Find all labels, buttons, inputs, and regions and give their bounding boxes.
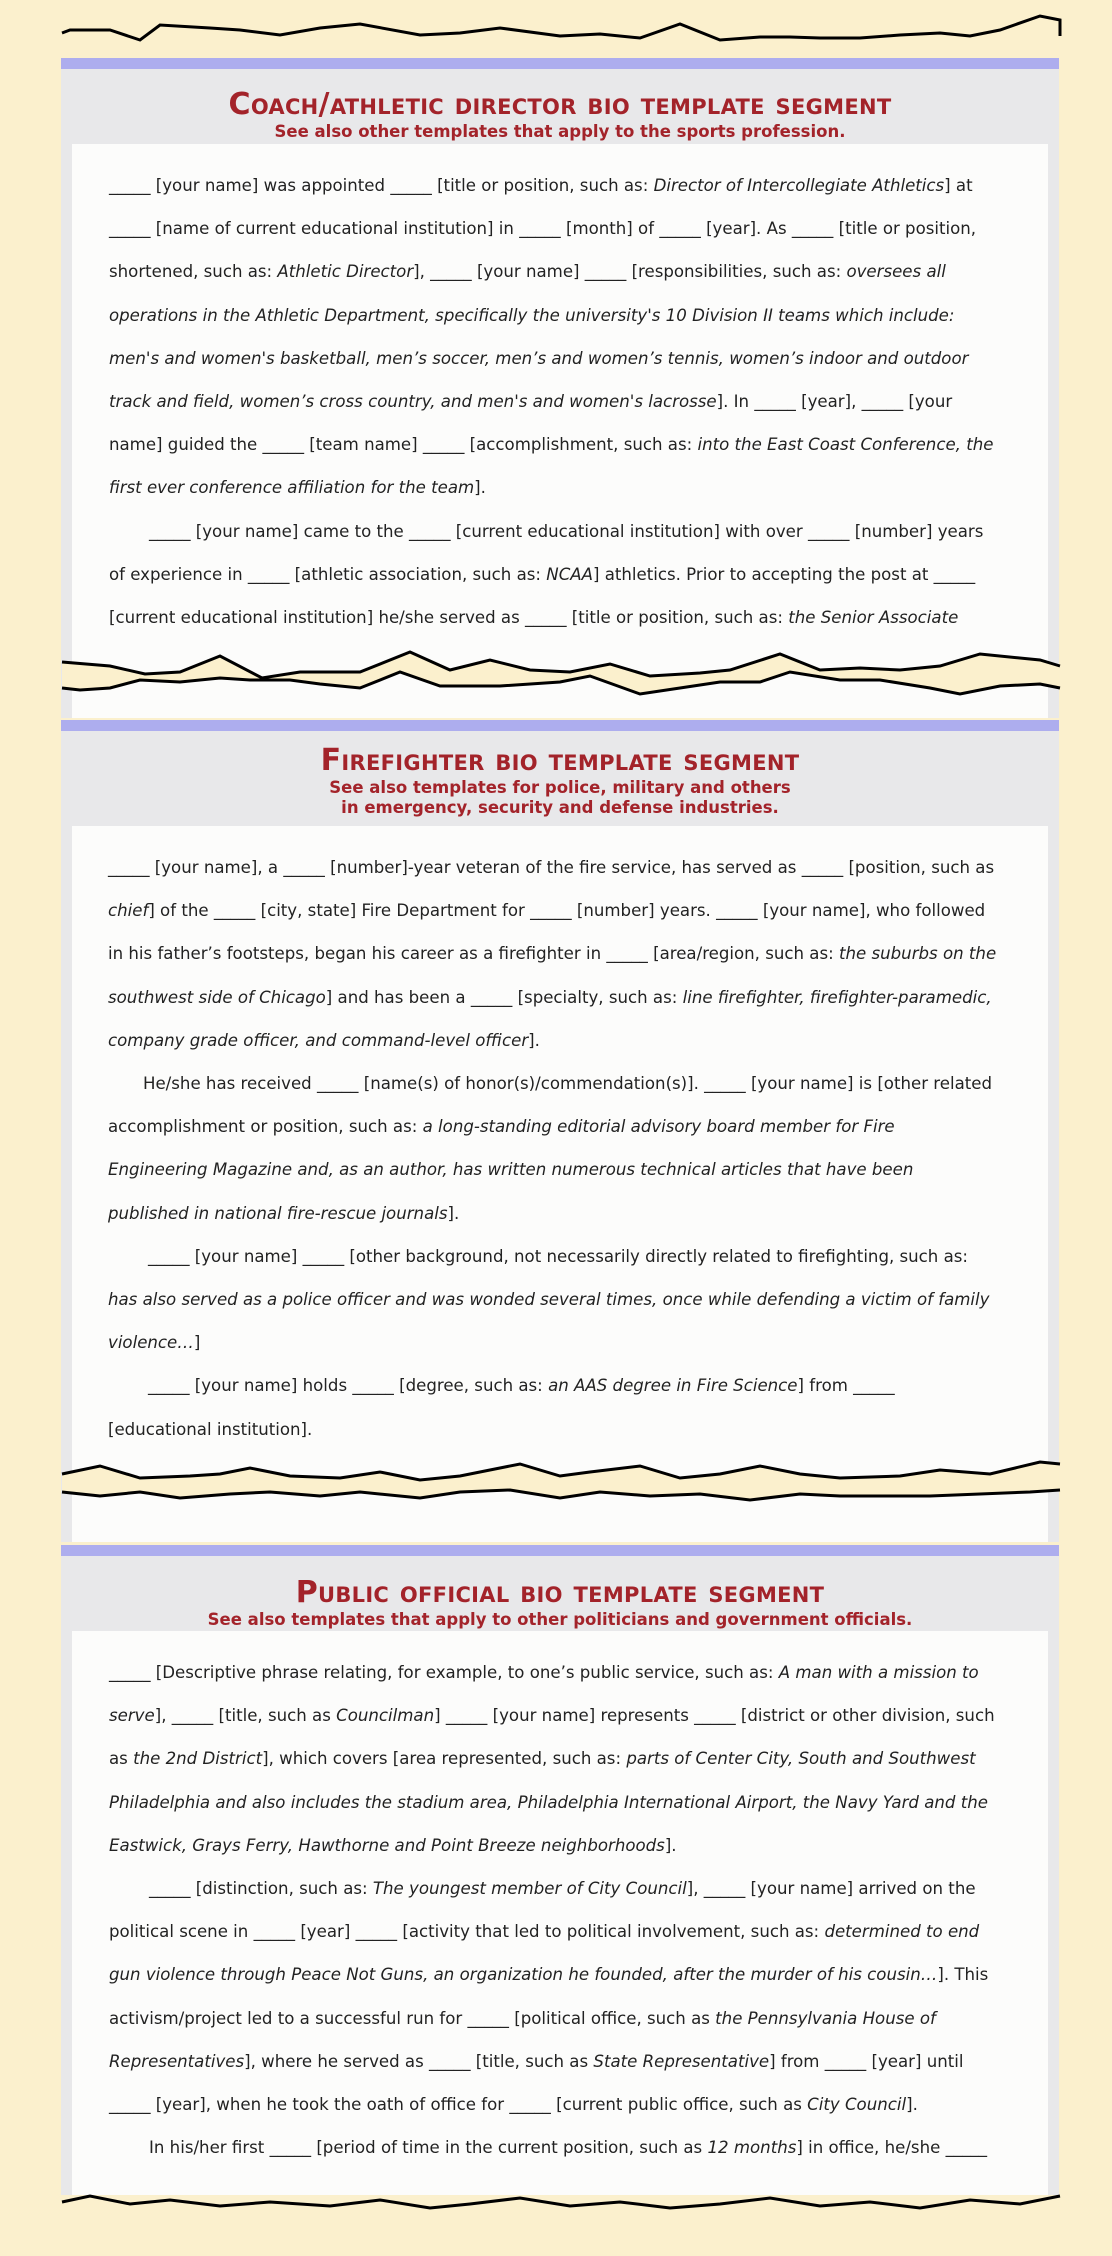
template-text: ] and has been a _____ [specialty, such as: <box>325 987 683 1007</box>
segment-title: Public official bio template segment <box>295 1575 825 1610</box>
segment-header <box>61 1556 1059 1630</box>
paragraph <box>109 1867 998 2126</box>
example-text: the Senior Associate <box>788 608 959 628</box>
example-text: has also served as a police officer and was wonded several times, once while defending a victim of family violence… <box>108 1290 990 1353</box>
template-text: ] athletics. Prior to accepting the post at _____ [current educational institution] he/she served as _____ [title or position, such as: <box>109 564 976 628</box>
paragraph <box>108 846 998 1062</box>
template-text: ], which covers [area represented, such as: <box>262 1749 627 1769</box>
example-text: chief <box>108 901 149 921</box>
paragraph <box>108 1235 998 1365</box>
segment-header <box>61 731 1059 818</box>
segment-title: Coach/athletic director bio template segment <box>228 87 892 122</box>
example-text: into the East Coast Conference, the first ever conference affiliation for the team <box>109 435 994 498</box>
example-text: NCAA <box>546 564 593 584</box>
template-text: ]. <box>664 1835 677 1855</box>
segment-subtitle: See also templates that apply to other politicians and government officials. <box>207 1610 913 1629</box>
example-text: City Council <box>807 2095 907 2115</box>
example-text: a long-standing editorial advisory board member for Fire Engineering Magazine and, as an author, has written numerous technical articles that have been published in national fire-rescue journals <box>108 1117 914 1223</box>
template-text: ]. <box>906 2095 918 2115</box>
template-text: ]. <box>447 1203 460 1223</box>
template-text: In his/her first _____ [period of time in the current position, such as <box>149 2138 708 2158</box>
template-text: He/she has received _____ [name(s) of honor(s)/commendation(s)]. _____ [your name] is [other related accomplishment or position, such as: <box>108 1074 992 1137</box>
template-text: ]. In _____ [year], _____ [your name] guided the _____ [team name] _____ [accomplishment, such as: <box>109 392 953 455</box>
coach-segment <box>61 58 1059 718</box>
example-text: determined to end gun violence through Peace Not Guns, an organization he founded, after the murder of his cousin… <box>109 1922 980 1985</box>
paragraph <box>109 1651 998 1867</box>
segment-subtitle: See also other templates that apply to the sports profession. <box>274 122 846 141</box>
torn-edge-bottom <box>0 2192 1112 2256</box>
template-text: ] of the _____ [city, state] Fire Department for _____ [number] years. _____ [your name], who followed in his father’s footsteps, began his career as a firefighter in _____ [area/region, such as: <box>108 901 986 964</box>
segment-title: Firefighter bio template segment <box>320 743 800 778</box>
example-text: line firefighter, firefighter-paramedic, company grade officer, and command-level officer <box>108 987 992 1050</box>
torn-edge-divider <box>0 1456 1112 1520</box>
firefighter-segment <box>61 720 1059 1542</box>
example-text: A man with a mission to serve <box>109 1663 979 1726</box>
template-text: ] _____ [your name] represents _____ [district or other division, such as <box>109 1706 995 1769</box>
template-text: _____ [Descriptive phrase relating, for example, to one’s public service, such as: <box>109 1663 779 1682</box>
template-text: ], _____ [your name] _____ [responsibilities, such as: <box>413 262 847 282</box>
template-text: ] from _____ [educational institution]. <box>108 1376 895 1439</box>
template-text: ], where he served as _____ [title, such as <box>244 2051 594 2071</box>
example-text: parts of Center City, South and Southwest Philadelphia and also includes the stadium area, Philadelphia International Airport, the Navy Yard and the Eastwick, Grays Ferry, Hawthorne and Point Breeze neighborhoods <box>109 1749 988 1855</box>
paragraph <box>109 164 998 510</box>
template-text: ], _____ [title, such as <box>154 1706 337 1726</box>
example-text: the Pennsylvania House of Representatives <box>109 2008 936 2071</box>
segment-subtitle: See also templates for police, military and others <box>329 778 791 797</box>
example-text: Councilman <box>336 1706 435 1726</box>
example-text: oversees all operations in the Athletic Department, specifically the university's 10 Division II teams which include: men's and women's basketball, men’s soccer, men’s and women’s tennis, women’s indoor and outdoor track and field, women’s cross country, and men's and women's lacrosse <box>109 262 969 412</box>
paragraph <box>108 1364 998 1450</box>
segment-body <box>72 1631 1048 2195</box>
segment-body <box>72 144 1048 718</box>
public-official-segment <box>61 1545 1059 2195</box>
torn-edge-top <box>0 0 1112 62</box>
example-text: The youngest member of City Council <box>372 1879 687 1899</box>
template-text: ] from _____ [year] until _____ [year], when he took the oath of office for _____ [current public office, such as <box>109 2051 964 2115</box>
example-text: 12 months <box>707 2138 797 2158</box>
segment-header <box>61 69 1059 142</box>
segment-top-bar <box>61 1545 1059 1556</box>
template-text: _____ [your name] came to the _____ [current educational institution] with over _____ [number] years of experience in _____ [athletic association, such as: <box>109 521 984 584</box>
template-text: ] in office, he/she _____ <box>796 2138 988 2158</box>
example-text: the suburbs on the southwest side of Chicago <box>108 944 997 1007</box>
template-text: ]. <box>528 1030 540 1050</box>
template-text: _____ [your name] holds _____ [degree, such as: <box>148 1376 549 1396</box>
template-text: ]. <box>474 478 486 498</box>
template-text: _____ [your name] _____ [other background, not necessarily directly related to firefighting, such as: <box>148 1246 969 1266</box>
paragraph <box>108 1062 998 1235</box>
example-text: the 2nd District <box>133 1749 263 1769</box>
segment-top-bar <box>61 720 1059 731</box>
paragraph <box>109 510 998 640</box>
torn-edge-divider <box>0 648 1112 712</box>
template-text: _____ [distinction, such as: <box>149 1879 373 1899</box>
template-text: ], _____ [your name] arrived on the political scene in _____ [year] _____ [activity that led to political involvement, such as: <box>109 1879 976 1942</box>
template-text: ] at _____ [name of current educational institution] in _____ [month] of _____ [year]. As _____ [title or position, shortened, such as: <box>109 176 977 282</box>
example-text: an AAS degree in Fire Science <box>548 1376 798 1396</box>
example-text: State Representative <box>593 2051 770 2071</box>
example-text: Athletic Director <box>277 262 414 282</box>
segment-subtitle: in emergency, security and defense industries. <box>341 798 779 817</box>
template-text: _____ [your name] was appointed _____ [title or position, such as: <box>109 176 654 195</box>
example-text: Director of Intercollegiate Athletics <box>653 176 945 195</box>
segment-body <box>72 826 1048 1542</box>
template-text: ]. This activism/project led to a successful run for _____ [political office, such as <box>109 1965 989 2028</box>
template-text: _____ [your name], a _____ [number]-year veteran of the fire service, has served as _____ [position, such as <box>108 858 995 877</box>
template-text: ] <box>193 1333 201 1353</box>
paragraph <box>109 2126 998 2169</box>
